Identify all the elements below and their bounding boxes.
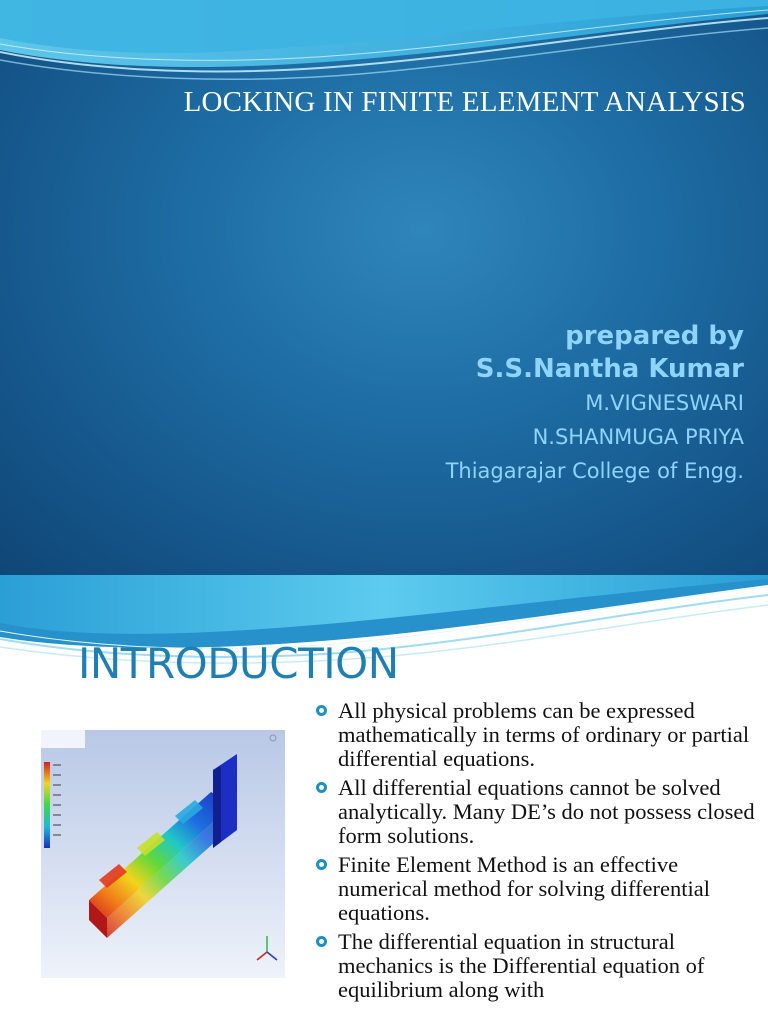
- college-name: Thiagarajar College of Engg.: [445, 459, 744, 483]
- list-item: [314, 853, 764, 925]
- bullet-ring-icon: [316, 936, 327, 947]
- bullet-ring-icon: [316, 705, 327, 716]
- bullet-list: [314, 699, 764, 1007]
- author-name: N.SHANMUGA PRIYA: [532, 425, 744, 449]
- bullet-text: Finite Element Method is an effective numerical method for solving differential equations.: [338, 852, 710, 925]
- presentation-title: LOCKING IN FINITE ELEMENT ANALYSIS: [183, 86, 746, 118]
- bullet-ring-icon: [316, 859, 327, 870]
- finite-element-beam-figure: [41, 730, 285, 978]
- list-item: [314, 930, 764, 1002]
- bullet-text: The differential equation in structural mechanics is the Differential equation of equilibrium along with: [338, 929, 705, 1002]
- slide-heading: INTRODUCTION: [78, 639, 399, 688]
- introduction-slide: [0, 575, 768, 1024]
- list-item: [314, 699, 764, 771]
- author-block: [446, 318, 744, 486]
- bullet-text: All differential equations cannot be solved analytically. Many DE’s do not possess closed form solutions.: [338, 775, 755, 848]
- author-name: M.VIGNESWARI: [585, 391, 744, 415]
- list-item: [314, 776, 764, 848]
- prepared-by-label: prepared by: [565, 321, 744, 351]
- bullet-ring-icon: [316, 782, 327, 793]
- author-name: S.S.Nantha Kumar: [475, 354, 744, 384]
- bullet-text: All physical problems can be expressed mathematically in terms of ordinary or partial differential equations.: [338, 698, 750, 771]
